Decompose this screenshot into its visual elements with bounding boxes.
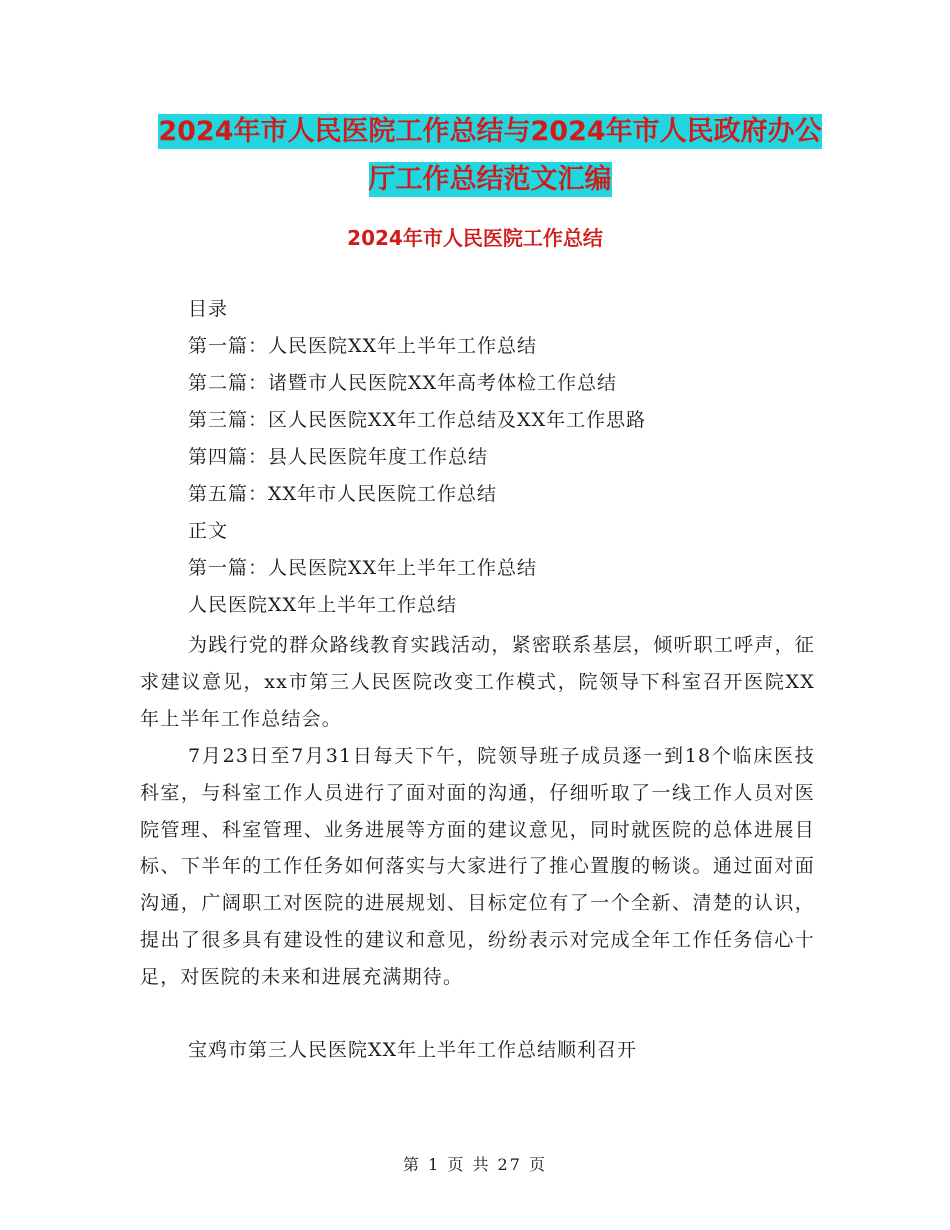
section-title: 2024年市人民医院工作总结 xyxy=(347,226,603,250)
toc-item: 第二篇：诸暨市人民医院XX年高考体检工作总结 xyxy=(188,372,618,394)
document-title-line-1: 2024年市人民医院工作总结与2024年市人民政府办公 xyxy=(158,116,822,147)
toc-item: 第四篇：县人民医院年度工作总结 xyxy=(188,446,489,468)
toc-item: 第三篇：区人民医院XX年工作总结及XX年工作思路 xyxy=(188,409,647,431)
toc-item: 第五篇：XX年市人民医院工作总结 xyxy=(188,483,498,505)
page-number-footer: 第 1 页 共 27 页 xyxy=(403,1155,547,1174)
document-title xyxy=(140,108,840,204)
toc-heading: 目录 xyxy=(188,298,229,320)
toc-item: 第一篇：人民医院XX年上半年工作总结 xyxy=(188,335,538,357)
document-title-line-2: 厅工作总结范文汇编 xyxy=(368,164,612,195)
body-paragraph-3: 宝鸡市第三人民医院XX年上半年工作总结顺利召开 xyxy=(188,1039,638,1061)
body-heading: 正文 xyxy=(188,520,229,542)
body-paragraph-2: 7月23日至7月31日每天下午，院领导班子成员逐一到18个临床医技科室，与科室工作人员进行了面对面的沟通，仔细听取了一线工作人员对医院管理、科室管理、业务进展等方面的建议意见，同时就医院的总体进展目标、下半年的工作任务如何落实与大家进行了推心置腹的畅谈。通过面对面沟通，广阔职工对医院的进展规划、目标定位有了一个全新、清楚的认识，提出了很多具有建设性的建议和意见，纷纷表示对完成全年工作任务信心十足，对医院的未来和进展充满期待。 xyxy=(140,745,815,988)
body-paragraph-1: 为践行党的群众路线教育实践活动，紧密联系基层，倾听职工呼声，征求建议意见，xx市第三人民医院改变工作模式，院领导下科室召开医院XX年上半年工作总结会。 xyxy=(140,634,815,730)
article-title: 人民医院XX年上半年工作总结 xyxy=(188,594,458,616)
chapter-title: 第一篇：人民医院XX年上半年工作总结 xyxy=(188,557,538,579)
